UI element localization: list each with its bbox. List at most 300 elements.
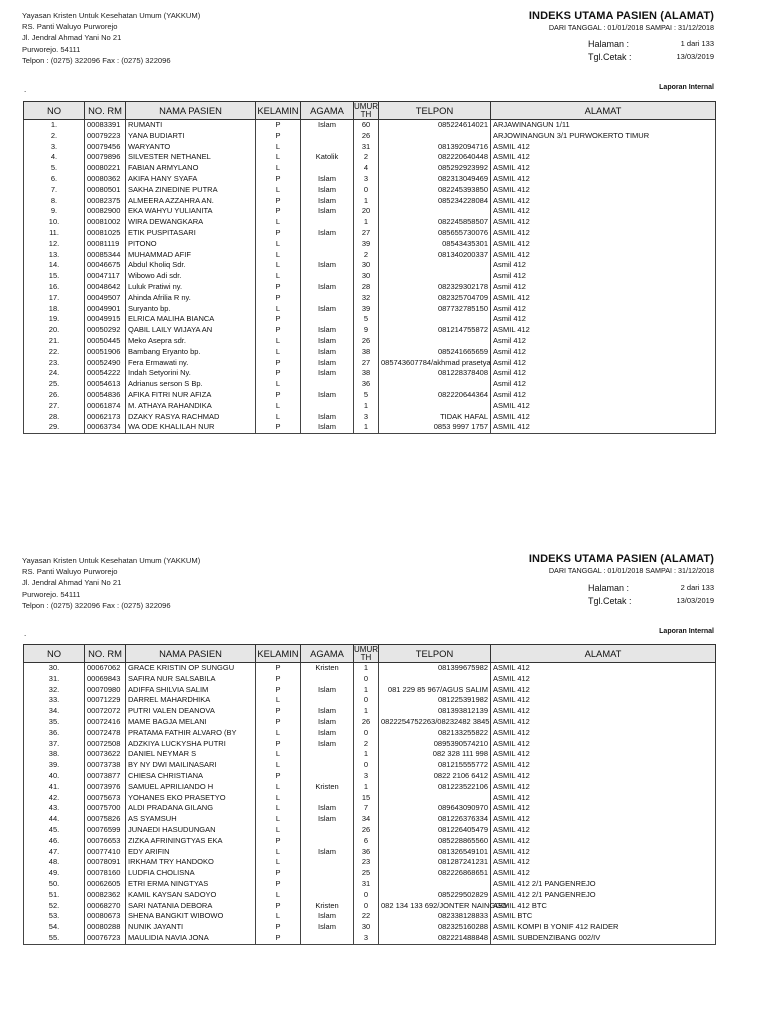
cell-phone	[379, 793, 491, 804]
cell-name: SHENA BANGKIT WIBOWO	[126, 911, 256, 922]
patient-table	[23, 644, 716, 945]
table-row	[24, 911, 716, 922]
cell-no: 43.	[24, 803, 85, 814]
hospital-address: Jl. Jendral Ahmad Yani No 21	[22, 33, 122, 43]
cell-gender: L	[256, 152, 301, 163]
cell-address: ASMIL 412	[491, 674, 716, 685]
column-header: NAMA PASIEN	[126, 645, 256, 663]
cell-age: 0	[354, 185, 379, 196]
cell-gender: L	[256, 695, 301, 706]
cell-phone: 081399675982	[379, 663, 491, 674]
cell-age: 0	[354, 901, 379, 912]
cell-address: ASMIL 412	[491, 422, 716, 433]
cell-address: ASMIL 412	[491, 196, 716, 207]
cell-rm: 00049915	[85, 314, 126, 325]
table-row	[24, 163, 716, 174]
cell-no: 20.	[24, 325, 85, 336]
cell-address: ASMIL 412	[491, 825, 716, 836]
cell-age: 26	[354, 717, 379, 728]
cell-religion: Kristen	[301, 782, 354, 793]
table-row	[24, 250, 716, 261]
table-body	[24, 663, 716, 945]
cell-address: ASMIL 412 2/1 PANGENREJO	[491, 879, 716, 890]
table-row	[24, 185, 716, 196]
cell-religion: Islam	[301, 358, 354, 369]
cell-religion	[301, 314, 354, 325]
table-row	[24, 422, 716, 433]
cell-gender: P	[256, 717, 301, 728]
cell-no: 45.	[24, 825, 85, 836]
cell-age: 1	[354, 706, 379, 717]
cell-age: 32	[354, 293, 379, 304]
table-row	[24, 271, 716, 282]
cell-no: 42.	[24, 793, 85, 804]
table-row	[24, 717, 716, 728]
table-row	[24, 390, 716, 401]
cell-no: 10.	[24, 217, 85, 228]
cell-phone: 0895390574210	[379, 739, 491, 750]
cell-age: 1	[354, 196, 379, 207]
cell-rm: 00054836	[85, 390, 126, 401]
cell-religion	[301, 163, 354, 174]
cell-gender: L	[256, 304, 301, 315]
cell-phone: 082245858507	[379, 217, 491, 228]
hospital-city: Purworejo. 54111	[22, 589, 81, 599]
cell-phone: 085229502829	[379, 890, 491, 901]
cell-name: SILVESTER NETHANEL	[126, 152, 256, 163]
cell-gender: L	[256, 336, 301, 347]
cell-gender: P	[256, 685, 301, 696]
cell-age: 3	[354, 933, 379, 944]
cell-age: 3	[354, 412, 379, 423]
cell-no: 23.	[24, 358, 85, 369]
cell-age: 5	[354, 390, 379, 401]
cell-address: ASMIL 412	[491, 868, 716, 879]
cell-address: ASMIL 412	[491, 250, 716, 261]
cell-gender: P	[256, 368, 301, 379]
cell-phone	[379, 336, 491, 347]
cell-age: 26	[354, 825, 379, 836]
table-row	[24, 847, 716, 858]
cell-religion: Islam	[301, 911, 354, 922]
cell-phone	[379, 260, 491, 271]
table-row	[24, 347, 716, 358]
cell-religion: Islam	[301, 739, 354, 750]
cell-no: 22.	[24, 347, 85, 358]
cell-address: ASMIL 412	[491, 685, 716, 696]
cell-religion: Islam	[301, 347, 354, 358]
cell-name: ALDI PRADANA GILANG	[126, 803, 256, 814]
cell-no: 28.	[24, 412, 85, 423]
table-row	[24, 695, 716, 706]
cell-name: DZAKY RASYA RACHMAD	[126, 412, 256, 423]
cell-rm: 00079896	[85, 152, 126, 163]
cell-religion	[301, 933, 354, 944]
cell-name: PUTRI VALEN DEANOVA	[126, 706, 256, 717]
cell-no: 34.	[24, 706, 85, 717]
cell-age: 1	[354, 217, 379, 228]
cell-phone: 085234228084	[379, 196, 491, 207]
cell-religion	[301, 825, 354, 836]
cell-gender: P	[256, 739, 301, 750]
hospital-phone: Telpon : (0275) 322096 Fax : (0275) 322096	[22, 55, 171, 65]
column-header: AGAMA	[301, 645, 354, 663]
cell-rm: 00070980	[85, 685, 126, 696]
cell-age: 4	[354, 163, 379, 174]
report-date-range: DARI TANGGAL : 01/01/2018 SAMPAI : 31/12/2018	[548, 23, 714, 32]
cell-no: 29.	[24, 422, 85, 433]
cell-name: WARYANTO	[126, 142, 256, 153]
table-row	[24, 749, 716, 760]
cell-phone: 081340200337	[379, 250, 491, 261]
cell-gender: L	[256, 250, 301, 261]
cell-religion: Islam	[301, 922, 354, 933]
cell-religion: Islam	[301, 717, 354, 728]
table-header-row	[24, 645, 716, 663]
cell-no: 51.	[24, 890, 85, 901]
cell-phone	[379, 879, 491, 890]
cell-rm: 00068270	[85, 901, 126, 912]
cell-no: 32.	[24, 685, 85, 696]
cell-no: 52.	[24, 901, 85, 912]
cell-rm: 00052490	[85, 358, 126, 369]
table-row	[24, 771, 716, 782]
cell-religion	[301, 271, 354, 282]
cell-religion: Islam	[301, 260, 354, 271]
cell-age: 38	[354, 368, 379, 379]
table-row	[24, 228, 716, 239]
column-header: KELAMIN	[256, 102, 301, 120]
cell-name: SAFIRA NUR SALSABILA	[126, 674, 256, 685]
cell-no: 21.	[24, 336, 85, 347]
cell-rm: 00075700	[85, 803, 126, 814]
cell-religion: Islam	[301, 174, 354, 185]
column-header: UMUR TH	[354, 101, 378, 119]
cell-phone	[379, 131, 491, 142]
cell-phone: 081226376334	[379, 814, 491, 825]
cell-rm: 00079223	[85, 131, 126, 142]
cell-address: ASMIL 412 BTC	[491, 901, 716, 912]
report-meta	[588, 582, 714, 607]
table-row	[24, 890, 716, 901]
cell-no: 47.	[24, 847, 85, 858]
cell-phone: 082 328 111 998	[379, 749, 491, 760]
cell-address: Asmil 412	[491, 314, 716, 325]
cell-age: 36	[354, 847, 379, 858]
cell-religion	[301, 250, 354, 261]
cell-gender: L	[256, 847, 301, 858]
cell-address: ASMIL 412	[491, 814, 716, 825]
cell-name: Meko Asepra sdr.	[126, 336, 256, 347]
cell-address: ASMIL 412	[491, 163, 716, 174]
cell-rm: 00063734	[85, 422, 126, 433]
cell-no: 55.	[24, 933, 85, 944]
cell-phone: 081392094716	[379, 142, 491, 153]
cell-rm: 00083391	[85, 120, 126, 131]
table-row	[24, 142, 716, 153]
cell-phone: 082133255822	[379, 728, 491, 739]
cell-religion	[301, 836, 354, 847]
table-row	[24, 739, 716, 750]
cell-name: EKA WAHYU YULIANITA	[126, 206, 256, 217]
cell-rm: 00048642	[85, 282, 126, 293]
cell-age: 26	[354, 336, 379, 347]
column-header: UMUR TH	[354, 644, 378, 662]
report-date-range: DARI TANGGAL : 01/01/2018 SAMPAI : 31/12/2018	[548, 566, 714, 575]
table-row	[24, 901, 716, 912]
cell-age: 23	[354, 857, 379, 868]
cell-name: AFIKA FITRI NUR AFIZA	[126, 390, 256, 401]
cell-address: ASMIL 412	[491, 412, 716, 423]
cell-phone: 082313049469	[379, 174, 491, 185]
print-date-label: Tgl.Cetak :	[588, 51, 632, 62]
report-title-block	[529, 10, 714, 32]
cell-address: ASMIL 412	[491, 760, 716, 771]
cell-age: 60	[354, 120, 379, 131]
cell-rm: 00076723	[85, 933, 126, 944]
cell-phone: 081 229 85 967/AGUS SALIM	[379, 685, 491, 696]
cell-name: Indah Setyorini Ny.	[126, 368, 256, 379]
cell-gender: L	[256, 379, 301, 390]
cell-no: 37.	[24, 739, 85, 750]
hospital-name: RS. Panti Waluyo Purworejo	[22, 567, 118, 577]
cell-address: ASMIL 412	[491, 836, 716, 847]
column-header: NO	[24, 645, 85, 663]
cell-phone: 081393812139	[379, 706, 491, 717]
page-number: 1 dari 133	[680, 39, 714, 48]
cell-gender: L	[256, 260, 301, 271]
cell-address: Asmil 412	[491, 390, 716, 401]
cell-rm: 00050292	[85, 325, 126, 336]
cell-gender: L	[256, 749, 301, 760]
cell-gender: L	[256, 814, 301, 825]
cell-address: ASMIL 412	[491, 401, 716, 412]
cell-address: ASMIL 412 2/1 PANGENREJO	[491, 890, 716, 901]
cell-rm: 00051906	[85, 347, 126, 358]
cell-name: SAKHA ZINEDINE PUTRA	[126, 185, 256, 196]
table-row	[24, 325, 716, 336]
cell-gender: P	[256, 174, 301, 185]
cell-no: 49.	[24, 868, 85, 879]
cell-gender: P	[256, 358, 301, 369]
cell-rm: 00072478	[85, 728, 126, 739]
column-header: NO. RM	[85, 645, 126, 663]
cell-phone: 085655730076	[379, 228, 491, 239]
cell-religion: Islam	[301, 120, 354, 131]
cell-rm: 00082375	[85, 196, 126, 207]
cell-phone: 081226405479	[379, 825, 491, 836]
print-date: 13/03/2019	[676, 595, 714, 605]
cell-phone: 081214755872	[379, 325, 491, 336]
cell-no: 44.	[24, 814, 85, 825]
cell-phone: 081326549101	[379, 847, 491, 858]
cell-rm: 00069843	[85, 674, 126, 685]
cell-age: 7	[354, 803, 379, 814]
cell-address: ASMIL 412	[491, 847, 716, 858]
cell-age: 31	[354, 142, 379, 153]
cell-no: 27.	[24, 401, 85, 412]
cell-name: ELRICA MALIHA BIANCA	[126, 314, 256, 325]
cell-no: 33.	[24, 695, 85, 706]
cell-rm: 00076599	[85, 825, 126, 836]
cell-phone: TIDAK HAFAL	[379, 412, 491, 423]
cell-age: 2	[354, 152, 379, 163]
cell-age: 26	[354, 131, 379, 142]
table-row	[24, 260, 716, 271]
cell-address: ARJAWINANGUN 1/11	[491, 120, 716, 131]
cell-no: 39.	[24, 760, 85, 771]
cell-religion: Islam	[301, 368, 354, 379]
table-row	[24, 857, 716, 868]
cell-religion	[301, 760, 354, 771]
column-header: NO	[24, 102, 85, 120]
table-row	[24, 368, 716, 379]
cell-name: ZIZKA AFRININGTYAS EKA	[126, 836, 256, 847]
cell-rm: 00080221	[85, 163, 126, 174]
cell-no: 16.	[24, 282, 85, 293]
cell-name: YOHANES EKO PRASETYO	[126, 793, 256, 804]
cell-gender: P	[256, 922, 301, 933]
cell-phone	[379, 379, 491, 390]
cell-gender: P	[256, 314, 301, 325]
cell-rm: 00072508	[85, 739, 126, 750]
table-row	[24, 814, 716, 825]
cell-name: AS SYAMSUH	[126, 814, 256, 825]
cell-gender: L	[256, 217, 301, 228]
cell-address: ASMIL 412	[491, 782, 716, 793]
cell-gender: L	[256, 401, 301, 412]
cell-religion	[301, 401, 354, 412]
cell-address: ASMIL 412	[491, 325, 716, 336]
cell-gender: P	[256, 706, 301, 717]
cell-gender: L	[256, 825, 301, 836]
cell-no: 53.	[24, 911, 85, 922]
cell-religion	[301, 239, 354, 250]
cell-rm: 00054222	[85, 368, 126, 379]
cell-religion: Islam	[301, 196, 354, 207]
cell-no: 25.	[24, 379, 85, 390]
cell-gender: P	[256, 674, 301, 685]
cell-address: ASMIL 412	[491, 728, 716, 739]
table-row	[24, 879, 716, 890]
cell-no: 6.	[24, 174, 85, 185]
cell-address: ASMIL 412	[491, 663, 716, 674]
table-row	[24, 217, 716, 228]
cell-rm: 00047117	[85, 271, 126, 282]
cell-name: SARI NATANIA DEBORA	[126, 901, 256, 912]
cell-age: 9	[354, 325, 379, 336]
cell-religion	[301, 771, 354, 782]
table-row	[24, 379, 716, 390]
cell-phone	[379, 206, 491, 217]
column-header: TELPON	[379, 645, 491, 663]
cell-religion	[301, 793, 354, 804]
table-row	[24, 803, 716, 814]
cell-name: Wibowo Adi sdr.	[126, 271, 256, 282]
cell-address: ASMIL KOMPI B YONIF 412 RAIDER	[491, 922, 716, 933]
cell-name: JUNAEDI HASUDUNGAN	[126, 825, 256, 836]
cell-address: ASMIL 412	[491, 239, 716, 250]
cell-no: 50.	[24, 879, 85, 890]
cell-gender: L	[256, 857, 301, 868]
cell-religion: Islam	[301, 412, 354, 423]
cell-address: Asmil 412	[491, 336, 716, 347]
cell-phone: 082329302178	[379, 282, 491, 293]
cell-rm: 00078091	[85, 857, 126, 868]
cell-address: Asmil 412	[491, 379, 716, 390]
table-row	[24, 674, 716, 685]
cell-rm: 00062173	[85, 412, 126, 423]
cell-age: 0	[354, 890, 379, 901]
cell-age: 25	[354, 868, 379, 879]
cell-religion	[301, 674, 354, 685]
cell-address: ASMIL 412	[491, 152, 716, 163]
cell-rm: 00080362	[85, 174, 126, 185]
cell-rm: 00071229	[85, 695, 126, 706]
cell-name: GRACE KRISTIN OP SUNGGU	[126, 663, 256, 674]
cell-religion: Islam	[301, 390, 354, 401]
cell-age: 34	[354, 814, 379, 825]
cell-religion: Islam	[301, 282, 354, 293]
column-header: KELAMIN	[256, 645, 301, 663]
cell-name: IRKHAM TRY HANDOKO	[126, 857, 256, 868]
cell-gender: P	[256, 282, 301, 293]
table-row	[24, 760, 716, 771]
column-header: ALAMAT	[491, 102, 716, 120]
cell-no: 14.	[24, 260, 85, 271]
cell-name: ETRI ERMA NINGTYAS	[126, 879, 256, 890]
table-row	[24, 685, 716, 696]
cell-phone: 087732785150	[379, 304, 491, 315]
cell-rm: 00081119	[85, 239, 126, 250]
cell-religion: Kristen	[301, 901, 354, 912]
cell-rm: 00072416	[85, 717, 126, 728]
cell-address: ASMIL 412	[491, 793, 716, 804]
cell-gender: L	[256, 347, 301, 358]
cell-age: 1	[354, 749, 379, 760]
cell-age: 30	[354, 922, 379, 933]
cell-no: 38.	[24, 749, 85, 760]
cell-no: 5.	[24, 163, 85, 174]
cell-phone: 082338128833	[379, 911, 491, 922]
cell-name: WA ODE KHALILAH NUR	[126, 422, 256, 433]
cell-religion: Islam	[301, 803, 354, 814]
cell-gender: L	[256, 412, 301, 423]
table-row	[24, 728, 716, 739]
cell-address: Asmil 412	[491, 282, 716, 293]
cell-age: 0	[354, 695, 379, 706]
cell-gender: L	[256, 911, 301, 922]
cell-phone: 082220640448	[379, 152, 491, 163]
cell-rm: 00080673	[85, 911, 126, 922]
cell-gender: L	[256, 782, 301, 793]
cell-religion	[301, 879, 354, 890]
cell-address: ASMIL 412	[491, 749, 716, 760]
cell-address: ASMIL SUBDENZIBANG 002/IV	[491, 933, 716, 944]
page-number: 2 dari 133	[680, 583, 714, 592]
cell-name: MAULIDIA NAVIA JONA	[126, 933, 256, 944]
cell-religion: Islam	[301, 304, 354, 315]
cell-gender: L	[256, 890, 301, 901]
hospital-name: RS. Panti Waluyo Purworejo	[22, 22, 118, 32]
cell-religion	[301, 293, 354, 304]
table-row	[24, 412, 716, 423]
cell-gender: P	[256, 879, 301, 890]
cell-rm: 00067062	[85, 663, 126, 674]
cell-gender: P	[256, 422, 301, 433]
cell-age: 20	[354, 206, 379, 217]
cell-gender: P	[256, 390, 301, 401]
